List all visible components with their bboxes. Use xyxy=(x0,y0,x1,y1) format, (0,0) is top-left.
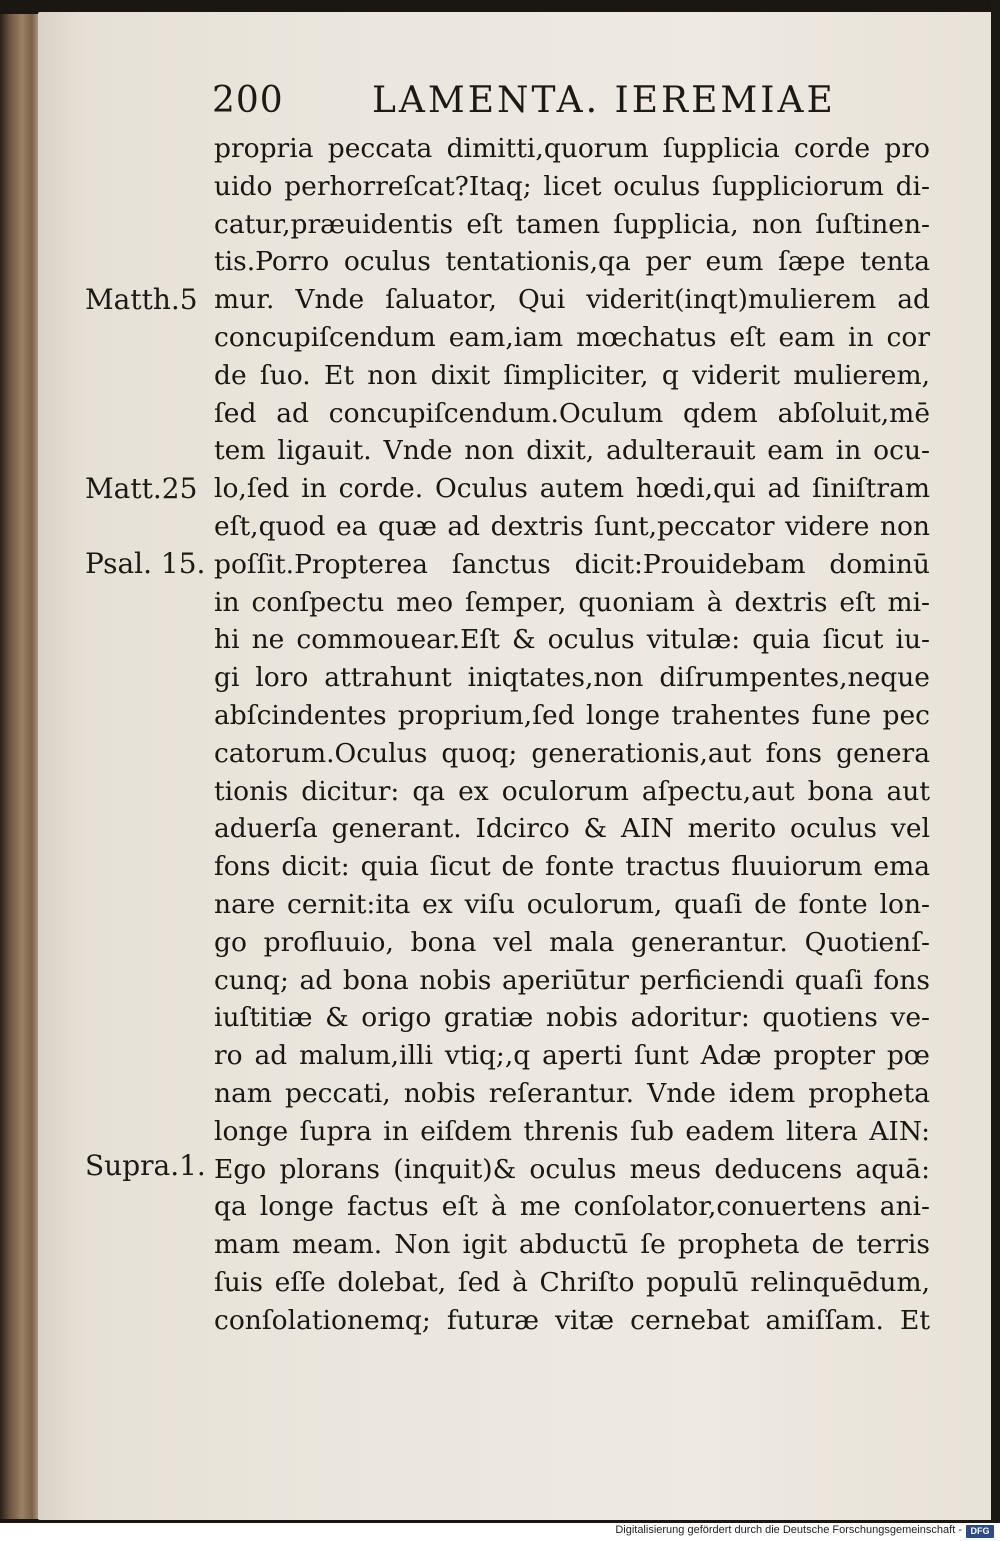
text-line: eſt,quod ea quæ ad dextris ſunt,peccator videre non xyxy=(214,511,930,542)
footer-bar xyxy=(0,1523,1000,1541)
page-number: 200 xyxy=(212,80,284,121)
text-line: uido perhorreſcat?Itaq; licet oculus ſuppliciorum di- xyxy=(214,170,930,202)
text-line: fons dicit: quia ſicut de fonte tractus fluuiorum ema xyxy=(214,851,930,883)
dfg-logo: DFG xyxy=(966,1525,994,1538)
text-line: go profluuio, bona vel mala generantur. Quotienſ- xyxy=(214,926,930,958)
text-line: ro ad malum,illi vtiq;,q aperti ſunt Adæ propter pœ xyxy=(214,1040,930,1072)
text-line: propria peccata dimitti,quorum ſupplicia corde pro xyxy=(214,133,930,164)
text-line: aduerſa generant. Idcirco & AIN merito oculus vel xyxy=(214,813,930,845)
text-line: abſcindentes proprium,ſed longe trahentes fune pec xyxy=(214,700,930,731)
text-line: hi ne commouear.Eſt & oculus vitulæ: quia ſicut iu- xyxy=(214,624,930,656)
text-line: poſſit.Propterea ſanctus dicit:Prouidebam dominū xyxy=(214,548,930,580)
book-spine xyxy=(0,14,40,1519)
text-line: mam meam. Non igit abductū ſe propheta de terris xyxy=(214,1229,930,1261)
text-line: ſuis eſſe dolebat, ſed à Chriſto populū relinquēdum, xyxy=(214,1267,930,1298)
text-line: conſolationemq; futuræ vitæ cernebat amiſſam. Et xyxy=(214,1304,930,1336)
text-line: cunq; ad bona nobis aperiūtur perficiendi quaſi fons xyxy=(214,964,930,996)
text-line: tionis dicitur: qa ex oculorum aſpectu,aut bona aut xyxy=(214,775,930,807)
margin-note-supra1: Supra.1. xyxy=(85,1149,206,1182)
text-line: lo,ſed in corde. Oculus autem hœdi,qui ad ſiniſtram xyxy=(214,473,930,505)
text-line: catur,præuidentis eſt tamen ſupplicia, non ſuſtinen- xyxy=(214,208,930,240)
footer-credit: Digitalisierung gefördert durch die Deutsche Forschungsgemeinschaft - xyxy=(615,1524,962,1536)
margin-note-matth5: Matth.5 xyxy=(85,283,198,316)
text-line: iuſtitiæ & origo gratiæ nobis adoritur: quotiens ve- xyxy=(214,1002,930,1034)
text-line: tis.Porro oculus tentationis,qa per eum ſæpe tenta xyxy=(214,246,930,278)
scan-edge xyxy=(991,0,1000,1523)
text-line: mur. Vnde ſaluator, Qui viderit(inqt)mulierem ad xyxy=(214,284,930,316)
margin-note-psal15: Psal. 15. xyxy=(85,547,206,580)
running-title: LAMENTA. IEREMIAE xyxy=(372,80,836,121)
text-line: nam peccati, nobis reſerantur. Vnde idem propheta xyxy=(214,1078,930,1109)
text-line: gi loro attrahunt iniqtates,non diſrumpentes,neque xyxy=(214,662,930,694)
text-line: tem ligauit. Vnde non dixit, adulterauit eam in ocu- xyxy=(214,435,930,467)
text-line: qa longe factus eſt à me conſolator,conuertens ani- xyxy=(214,1191,930,1223)
text-line: ſed ad concupiſcendum.Oculum qdem abſoluit,mē xyxy=(214,397,930,429)
text-line: catorum.Oculus quoq; generationis,aut fons genera xyxy=(214,737,930,769)
text-line: de ſuo. Et non dixit ſimpliciter, q viderit mulierem, xyxy=(214,359,930,391)
margin-note-matt25: Matt.25 xyxy=(85,472,198,505)
text-line: in conſpectu meo ſemper, quoniam à dextris eſt mi- xyxy=(214,586,930,618)
text-line: nare cernit:ita ex viſu oculorum, quaſi de fonte lon- xyxy=(214,889,930,920)
text-line: longe ſupra in eiſdem threnis ſub eadem litera AIN: xyxy=(214,1115,930,1147)
text-line: concupiſcendum eam,iam mœchatus eſt eam in cor xyxy=(214,322,930,353)
text-line: Ego plorans (inquit)& oculus meus deducens aquā: xyxy=(214,1153,930,1185)
